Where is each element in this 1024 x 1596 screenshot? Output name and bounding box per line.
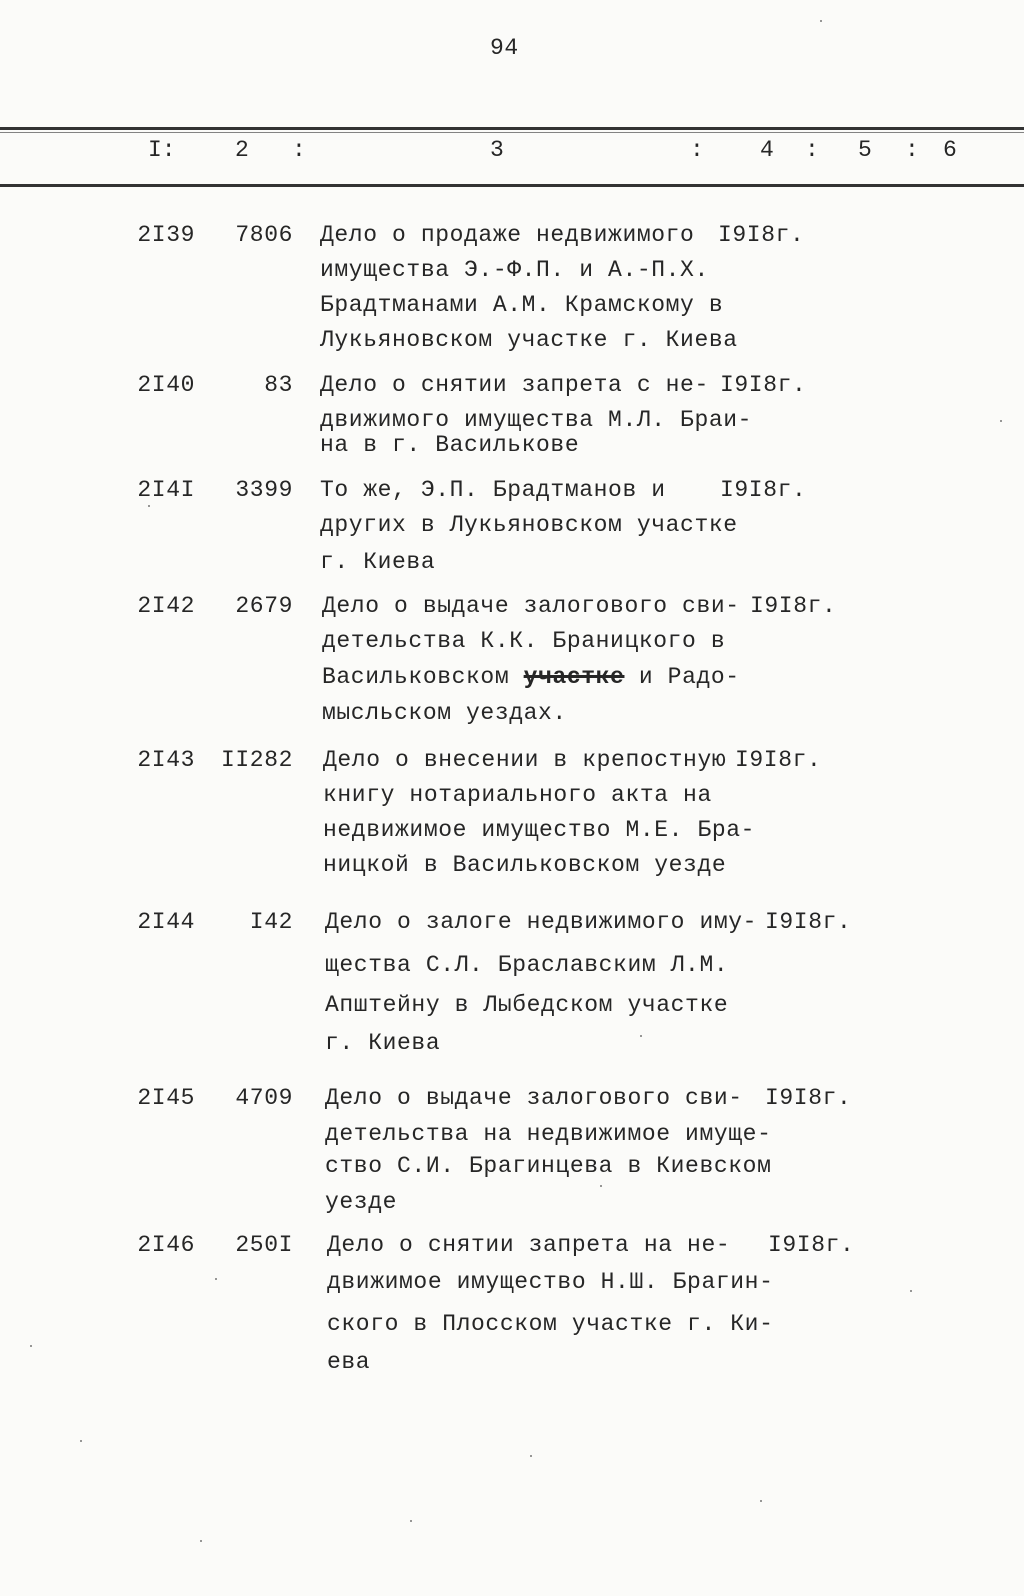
struck-out-word: участке: [523, 664, 625, 690]
entry-number: 2I45: [137, 1085, 195, 1111]
description-line: Дело о снятии запрета на не-: [327, 1232, 731, 1258]
header-sep: :: [292, 137, 306, 163]
file-number: 3399: [235, 477, 293, 503]
header-col-6: 6: [943, 137, 957, 163]
description-line: движимое имущество Н.Ш. Брагин-: [327, 1269, 774, 1295]
scan-speck: [600, 1185, 602, 1187]
scan-speck: [530, 1455, 532, 1457]
file-number: 83: [264, 372, 293, 398]
description-line: Лукьяновском участке г. Киева: [320, 327, 738, 353]
year: I9I8г.: [750, 593, 837, 619]
file-number: 250I: [235, 1232, 293, 1258]
description-line: имущества Э.-Ф.П. и А.-П.Х.: [320, 257, 709, 283]
scan-speck: [410, 1520, 412, 1522]
description-line: Дело о залоге недвижимого иму-: [325, 909, 758, 935]
description-line: Брадтманами А.М. Крамскому в: [320, 292, 724, 318]
scan-speck: [80, 1440, 82, 1442]
description-line: [322, 663, 740, 691]
description-line: г. Киева: [325, 1030, 441, 1056]
header-sep: :: [690, 137, 704, 163]
description-line: Апштейну в Лыбедском участке: [325, 992, 729, 1018]
header-col-4: 4: [760, 137, 774, 163]
header-sep: :: [905, 137, 919, 163]
header-col-2: 2: [235, 137, 249, 163]
scan-speck: [148, 505, 150, 507]
description-line: недвижимое имущество М.Е. Бра-: [323, 817, 756, 843]
header-top-rule-thin: [0, 132, 1024, 133]
file-number: 2679: [235, 593, 293, 619]
description-line: ского в Плосском участке г. Ки-: [327, 1311, 774, 1337]
file-number: 4709: [235, 1085, 293, 1111]
scan-speck: [1000, 420, 1002, 422]
description-line: детельства К.К. Браницкого в: [322, 628, 726, 654]
description-line: Дело о выдаче залогового сви-: [322, 593, 740, 619]
year: I9I8г.: [720, 477, 807, 503]
entry-number: 2I39: [137, 222, 195, 248]
file-number: 7806: [235, 222, 293, 248]
scan-speck: [640, 1035, 642, 1037]
year: I9I8г.: [735, 747, 822, 773]
year: I9I8г.: [765, 909, 852, 935]
header-sep: :: [805, 137, 819, 163]
description-line: Дело о продаже недвижимого: [320, 222, 695, 248]
file-number: I42: [249, 909, 294, 935]
scan-speck: [910, 1290, 912, 1292]
scan-speck: [215, 1278, 217, 1280]
entry-number: 2I42: [137, 593, 195, 619]
description-line: щества С.Л. Браславским Л.М.: [325, 952, 729, 978]
year: I9I8г.: [720, 372, 807, 398]
file-number: II282: [221, 747, 294, 773]
description-line: Дело о снятии запрета с не-: [320, 372, 709, 398]
description-line: мысльском уездах.: [322, 700, 567, 726]
entry-number: 2I46: [137, 1232, 195, 1258]
entry-number: 2I43: [137, 747, 195, 773]
description-line: других в Лукьяновском участке: [320, 512, 738, 538]
scan-speck: [760, 1500, 762, 1502]
description-line: ева: [327, 1349, 371, 1375]
header-top-rule: [0, 127, 1024, 130]
description-line: Дело о выдаче залогового сви-: [325, 1085, 743, 1111]
description-line: То же, Э.П. Брадтманов и: [320, 477, 666, 503]
entry-number: 2I4I: [137, 477, 195, 503]
year: I9I8г.: [765, 1085, 852, 1111]
description-line: на в г. Василькове: [320, 432, 580, 458]
page-number: 94: [490, 35, 519, 61]
header-col-5: 5: [858, 137, 872, 163]
scan-speck: [30, 1345, 32, 1347]
description-line: ство С.И. Брагинцева в Киевском: [325, 1153, 772, 1179]
description-line: уезде: [325, 1189, 398, 1215]
header-col-3: 3: [490, 137, 504, 163]
year: I9I8г.: [718, 222, 805, 248]
header-bottom-rule: [0, 184, 1024, 187]
header-col-1: I:: [148, 137, 176, 163]
description-line: движимого имущества М.Л. Браи-: [320, 407, 753, 433]
description-line: детельства на недвижимое имуще-: [325, 1121, 772, 1147]
year: I9I8г.: [768, 1232, 855, 1258]
entry-number: 2I40: [137, 372, 195, 398]
description-line: ницкой в Васильковском уезде: [323, 852, 727, 878]
description-text: Васильковском: [322, 664, 524, 690]
scan-speck: [820, 20, 822, 22]
description-text: и Радо-: [624, 664, 740, 690]
description-line: книгу нотариального акта на: [323, 782, 712, 808]
description-line: г. Киева: [320, 549, 436, 575]
scan-speck: [200, 1540, 202, 1542]
description-line: Дело о внесении в крепостную: [323, 747, 727, 773]
entry-number: 2I44: [137, 909, 195, 935]
